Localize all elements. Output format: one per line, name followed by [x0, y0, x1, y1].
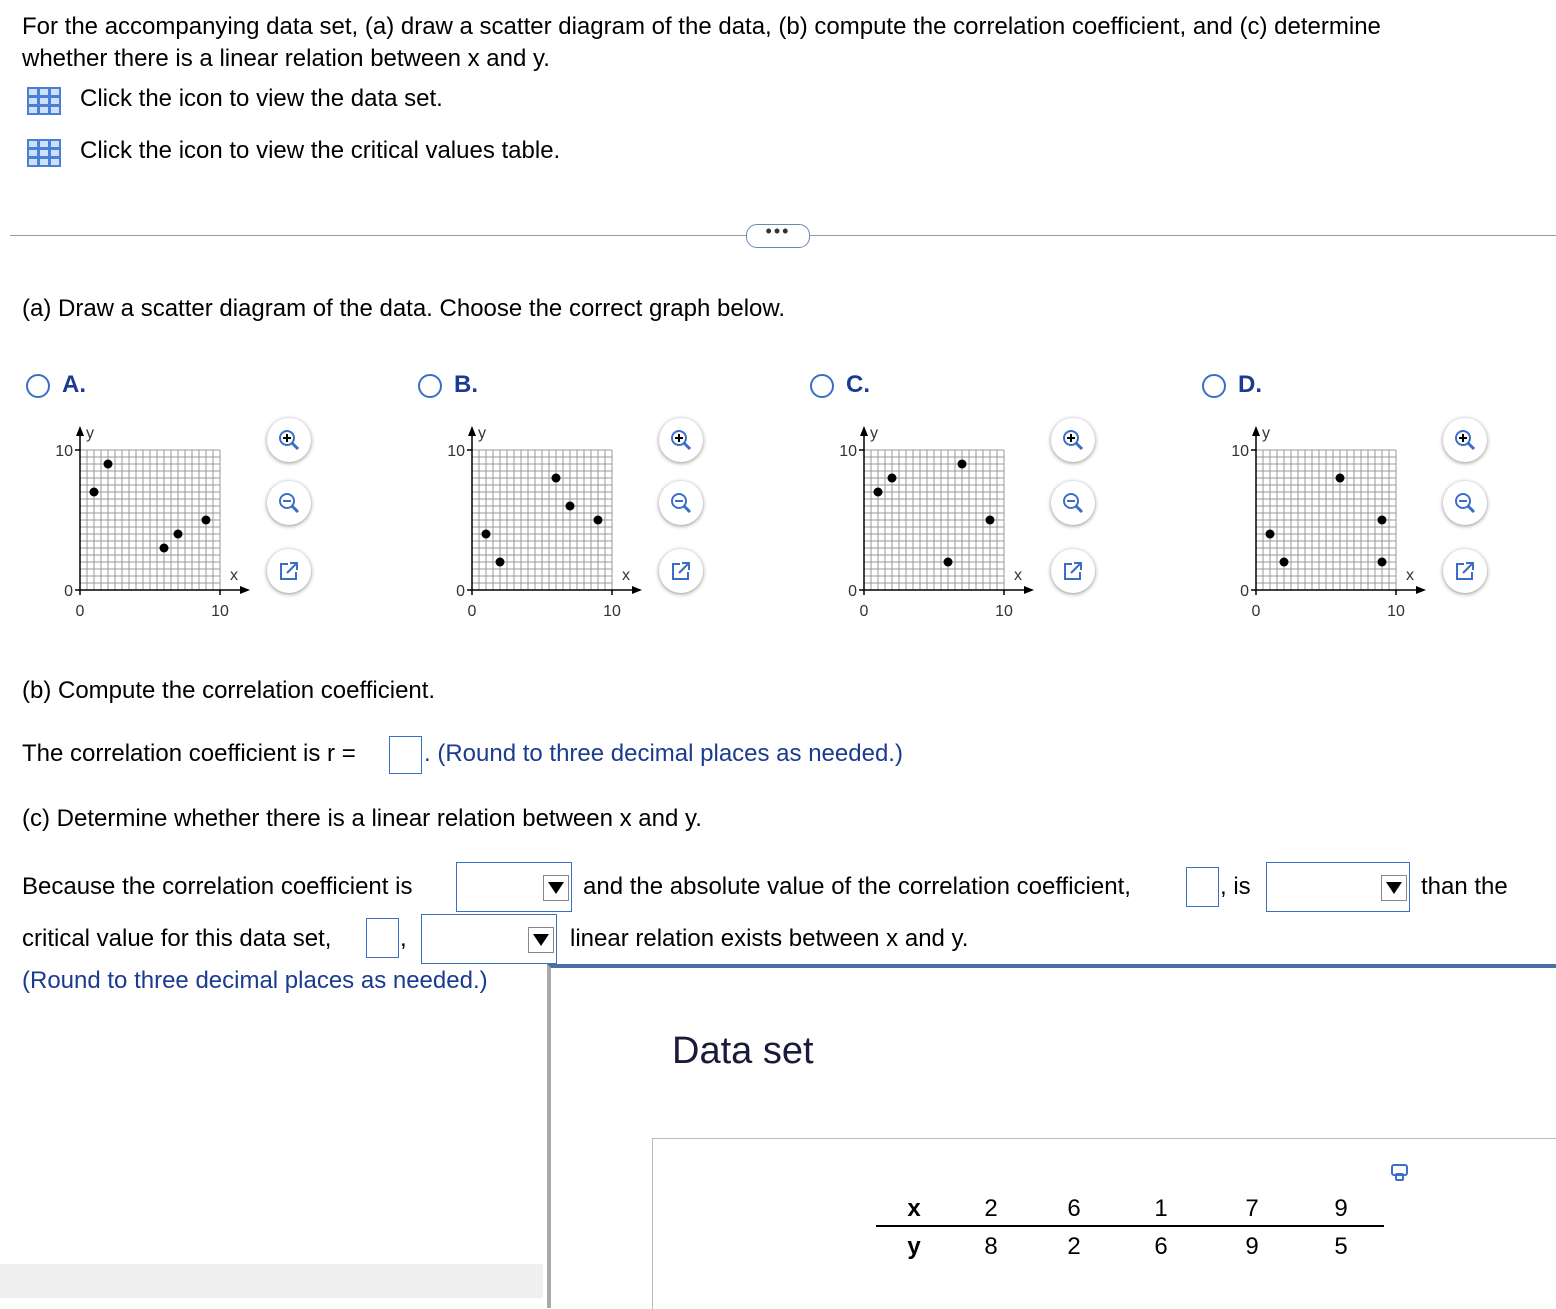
scatter-point: [1280, 558, 1289, 567]
zoom-in-icon: [1061, 428, 1085, 452]
option-b-radio[interactable]: [418, 374, 442, 398]
option-d-radio[interactable]: [1202, 374, 1226, 398]
part-c-prompt: (c) Determine whether there is a linear relation between x and y.: [22, 805, 702, 832]
x-tick-label-left: 0: [1251, 603, 1261, 620]
scatter-point: [90, 488, 99, 497]
x-tick-label-right: 10: [995, 603, 1013, 620]
part-c-text-3: , is: [1220, 873, 1251, 900]
table-divider: [876, 1225, 1384, 1227]
option-b-label[interactable]: B.: [454, 371, 478, 398]
grid: [472, 450, 612, 590]
x-tick-label-left: 0: [467, 603, 477, 620]
external-link-icon: [1061, 559, 1085, 583]
scatter-point: [944, 558, 953, 567]
option-a-zoom-out-button[interactable]: [267, 481, 311, 525]
grid: [1256, 450, 1396, 590]
x-header: x: [907, 1195, 921, 1222]
x-tick-label-right: 10: [211, 603, 229, 620]
x-value-cell: 2: [984, 1195, 998, 1222]
external-link-icon: [1453, 559, 1477, 583]
scatter-point: [1378, 516, 1387, 525]
scatter-point: [566, 502, 575, 511]
option-d-scatter-plot[interactable]: [1212, 415, 1452, 625]
zoom-out-icon: [1061, 491, 1085, 515]
footer-bar: [0, 1264, 543, 1298]
comparison-dropdown[interactable]: [1266, 862, 1410, 912]
zoom-in-icon: [1453, 428, 1477, 452]
y-axis-label: y: [478, 425, 486, 442]
critical-value-input[interactable]: [366, 918, 399, 958]
y-tick-label-top: 10: [55, 443, 73, 460]
scatter-point: [958, 460, 967, 469]
r-sentence: The correlation coefficient is r =: [22, 740, 356, 767]
scatter-point: [888, 474, 897, 483]
y-axis-arrow: [1252, 426, 1260, 436]
y-axis-arrow: [76, 426, 84, 436]
r-round-hint: . (Round to three decimal places as needed.): [424, 740, 903, 767]
x-axis-label: x: [1014, 567, 1022, 584]
option-b-zoom-in-button[interactable]: [659, 418, 703, 462]
y-value-cell: 5: [1334, 1233, 1348, 1260]
x-axis-arrow: [1024, 586, 1034, 594]
part-b-prompt: (b) Compute the correlation coefficient.: [22, 677, 436, 704]
option-d-zoom-in-button[interactable]: [1443, 418, 1487, 462]
option-d-label[interactable]: D.: [1238, 371, 1262, 398]
data-table-icon[interactable]: [26, 86, 62, 116]
x-tick-label-right: 10: [603, 603, 621, 620]
y-axis-label: y: [86, 425, 94, 442]
scatter-point: [202, 516, 211, 525]
y-tick-label-bottom: 0: [64, 583, 73, 600]
part-c-text-6: ,: [400, 925, 407, 952]
y-axis-arrow: [468, 426, 476, 436]
grid: [864, 450, 1004, 590]
part-a-prompt: (a) Draw a scatter diagram of the data. Choose the correct graph below.: [22, 295, 786, 322]
y-axis-arrow: [860, 426, 868, 436]
zoom-out-icon: [277, 491, 301, 515]
y-value-cell: 8: [984, 1233, 998, 1260]
question-line-2: whether there is a linear relation between x and y.: [22, 45, 550, 72]
scatter-point: [552, 474, 561, 483]
y-value-cell: 2: [1067, 1233, 1081, 1260]
part-c-text-4: than the: [1421, 873, 1508, 900]
option-c-label[interactable]: C.: [846, 371, 870, 398]
part-c-text-5: critical value for this data set,: [22, 925, 332, 952]
x-axis-label: x: [622, 567, 630, 584]
option-c-open-new-window-button[interactable]: [1051, 549, 1095, 593]
part-c-round-hint: (Round to three decimal places as needed.): [22, 967, 488, 994]
x-tick-label-left: 0: [859, 603, 869, 620]
option-a-zoom-in-button[interactable]: [267, 418, 311, 462]
relation-dropdown[interactable]: [421, 914, 557, 964]
scatter-point: [1378, 558, 1387, 567]
option-b-open-new-window-button[interactable]: [659, 549, 703, 593]
y-header: y: [907, 1233, 921, 1260]
external-link-icon: [669, 559, 693, 583]
y-tick-label-top: 10: [1231, 443, 1249, 460]
external-link-icon: [277, 559, 301, 583]
sign-dropdown[interactable]: [456, 862, 572, 912]
option-b-zoom-out-button[interactable]: [659, 481, 703, 525]
data-set-link[interactable]: Click the icon to view the data set.: [80, 85, 443, 112]
x-value-cell: 1: [1154, 1195, 1168, 1222]
x-axis-arrow: [1416, 586, 1426, 594]
y-tick-label-top: 10: [839, 443, 857, 460]
option-c-radio[interactable]: [810, 374, 834, 398]
y-tick-label-top: 10: [447, 443, 465, 460]
part-c-text-1: Because the correlation coefficient is: [22, 873, 413, 900]
x-value-cell: 9: [1334, 1195, 1348, 1222]
scatter-point: [1336, 474, 1345, 483]
copy-icon[interactable]: [1390, 1162, 1410, 1182]
option-a-open-new-window-button[interactable]: [267, 549, 311, 593]
option-a-radio[interactable]: [26, 374, 50, 398]
critical-values-icon[interactable]: [26, 138, 62, 168]
x-tick-label-right: 10: [1387, 603, 1405, 620]
y-value-cell: 9: [1245, 1233, 1259, 1260]
y-axis-label: y: [1262, 425, 1270, 442]
zoom-out-icon: [1453, 491, 1477, 515]
part-c-text-2: and the absolute value of the correlation coefficient,: [583, 873, 1131, 900]
data-set-title: Data set: [672, 1030, 814, 1072]
y-axis-label: y: [870, 425, 878, 442]
option-a-scatter-plot[interactable]: [36, 415, 276, 625]
x-tick-label-left: 0: [75, 603, 85, 620]
option-d-open-new-window-button[interactable]: [1443, 549, 1487, 593]
part-c-text-7: linear relation exists between x and y.: [570, 925, 969, 952]
y-tick-label-bottom: 0: [456, 583, 465, 600]
critical-values-link[interactable]: Click the icon to view the critical values table.: [80, 137, 561, 164]
y-tick-label-bottom: 0: [1240, 583, 1249, 600]
scatter-point: [594, 516, 603, 525]
chevron-down-icon: [528, 927, 554, 953]
y-tick-label-bottom: 0: [848, 583, 857, 600]
x-axis-arrow: [632, 586, 642, 594]
scatter-point: [1266, 530, 1275, 539]
zoom-in-icon: [277, 428, 301, 452]
option-a-label[interactable]: A.: [62, 371, 86, 398]
more-icon: •••: [765, 221, 791, 241]
zoom-in-icon: [669, 428, 693, 452]
scatter-point: [104, 460, 113, 469]
x-value-cell: 7: [1245, 1195, 1259, 1222]
option-c-zoom-out-button[interactable]: [1051, 481, 1095, 525]
r-answer-input[interactable]: [389, 736, 422, 774]
option-d-zoom-out-button[interactable]: [1443, 481, 1487, 525]
scatter-point: [496, 558, 505, 567]
chevron-down-icon: [1381, 875, 1407, 901]
zoom-out-icon: [669, 491, 693, 515]
more-button[interactable]: [746, 221, 810, 248]
x-value-cell: 6: [1067, 1195, 1081, 1222]
chevron-down-icon: [543, 875, 569, 901]
abs-r-input[interactable]: [1186, 867, 1219, 907]
x-axis-label: x: [1406, 567, 1414, 584]
x-axis-label: x: [230, 567, 238, 584]
question-line-1: For the accompanying data set, (a) draw a scatter diagram of the data, (b) compute the correlation coefficient, and (c) determine: [22, 13, 1381, 40]
y-value-cell: 6: [1154, 1233, 1168, 1260]
scatter-point: [482, 530, 491, 539]
grid: [80, 450, 220, 590]
scatter-point: [160, 544, 169, 553]
scatter-point: [986, 516, 995, 525]
x-axis-arrow: [240, 586, 250, 594]
data-table-frame: [652, 1138, 1556, 1309]
option-b-scatter-plot[interactable]: [428, 415, 668, 625]
option-c-zoom-in-button[interactable]: [1051, 418, 1095, 462]
scatter-point: [174, 530, 183, 539]
scatter-point: [874, 488, 883, 497]
option-c-scatter-plot[interactable]: [820, 415, 1060, 625]
